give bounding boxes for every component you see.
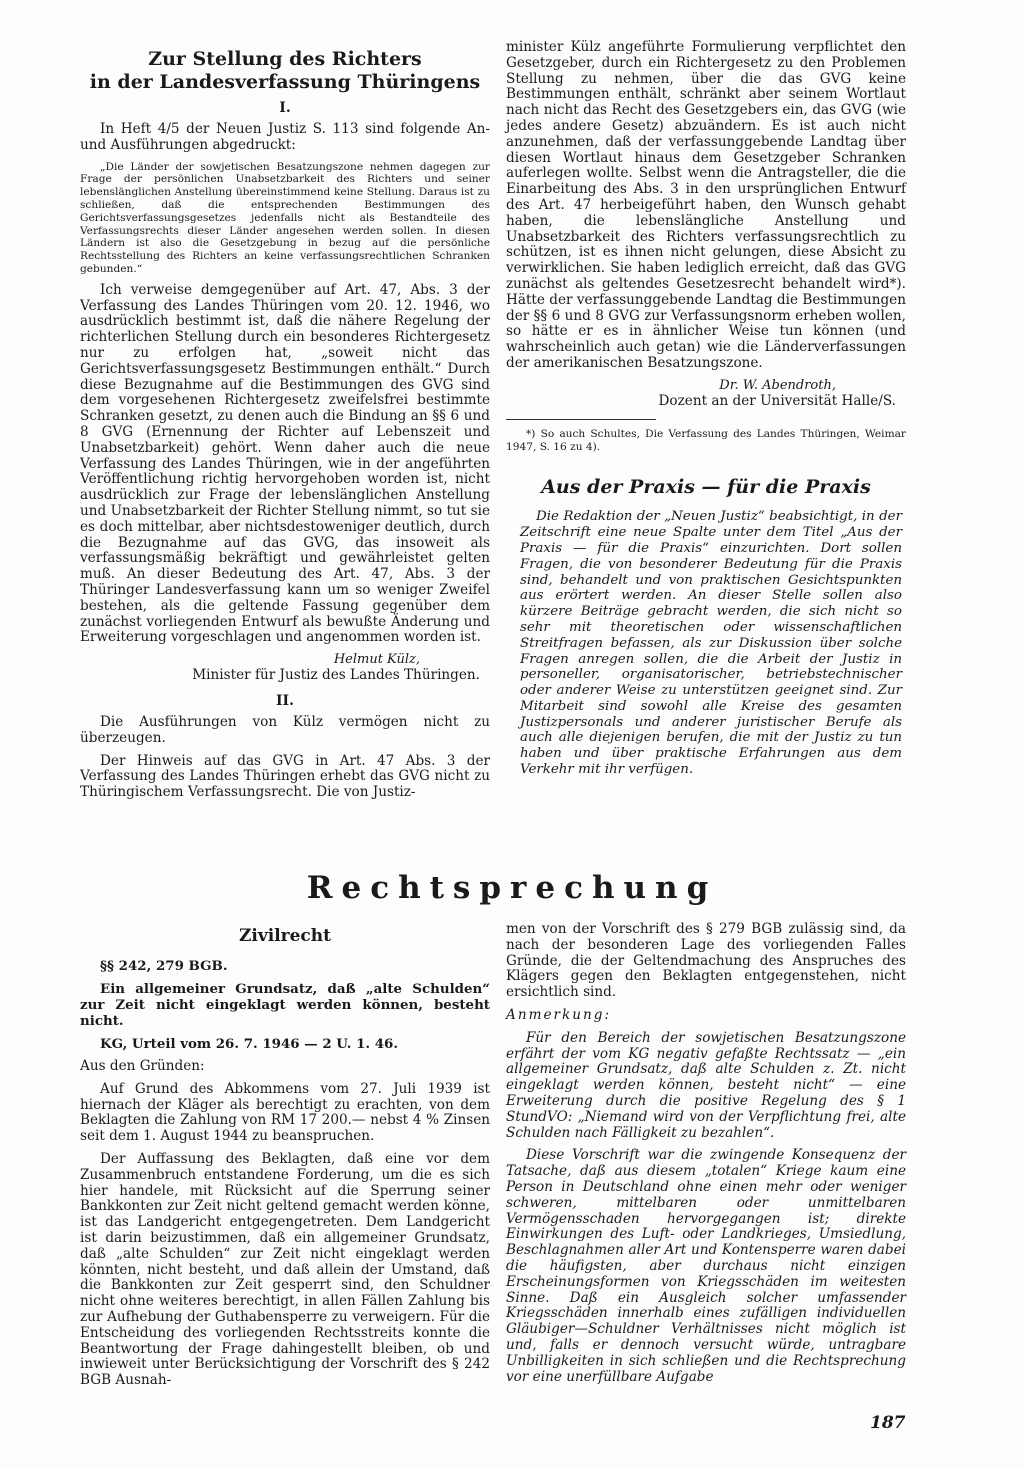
signature-role-kuelz: Minister für Justiz des Landes Thüringen. bbox=[192, 667, 480, 684]
kuelz-paragraph: Ich verweise demgegenüber auf Art. 47, Abs. 3 der Verfassung des Landes Thüringen vom 20. 12. 1946, wo ausdrücklich bestimmt ist, daß die nähere Regelung der richterlichen Stellung durch ein besonderes Richtergesetz nur zu erfolgen hat, „soweit nicht das Gerichtsverfassungsgesetz Bestimmungen enthält.“ Durch diese Bezugnahme auf die Bestimmungen des GVG sind dem vorgesehenen Richtergesetz zweifelsfrei bestimmte Schranken gesetzt, zu denen auch die Bindung an §§ 6 und 8 GVG (Ernennung der Richter auf Lebenszeit und Unabsetzbarkeit) gehört. Wenn daher auch die neue Verfassung des Landes Thüringen, wie in der angeführten Veröffentlichung richtig hervorgehoben worden ist, nicht ausdrücklich zur Frage der lebenslänglichen Anstellung und Unabsetzbarkeit der Richter Stellung nimmt, so tut sie es doch mittelbar, aber nichtsdestoweniger deutlich, durch die Bezugnahme auf das GVG, das insoweit als verfassungsmäßig bekräftigt und gewährleistet gelten muß. An dieser Bedeutung des Art. 47, Abs. 3 der Thüringer Landesverfassung kann um so weniger Zweifel bestehen, als die geltende Fassung gegenüber dem zunächst vorliegenden Entwurf als bewußte Änderung und Erweiterung vorgeschlagen und angenommen worden ist. bbox=[80, 281, 490, 646]
headnote: Ein allgemeiner Grundsatz, daß „alte Schulden“ zur Zeit nicht eingeklagt werden können, besteht nicht. bbox=[80, 981, 490, 1029]
reply-paragraph-1: Die Ausführungen von Külz vermögen nicht zu überzeugen. bbox=[80, 714, 490, 746]
reasons-paragraph-2-continued: men von der Vorschrift des § 279 BGB zulässig sind, da nach der besonderen Lage des vorliegenden Falles Gründe, die der Geltendmachung des Anspruches des Klägers gegen den Beklagten entgegenstehen, nicht ersichtlich sind. bbox=[506, 921, 906, 1001]
court-citation: KG, Urteil vom 26. 7. 1946 — 2 U. 1. 46. bbox=[100, 1036, 399, 1052]
reply-paragraph-2: Der Hinweis auf das GVG in Art. 47 Abs. 3 der Verfassung des Landes Thüringen erhebt das GVG nicht zu Thüringischem Verfassungsrecht. Die von Justiz- bbox=[80, 752, 490, 801]
annotation-paragraph-2: Diese Vorschrift war die zwingende Konsequenz der Tatsache, daß aus diesem „totalen“ Kriege kaum eine Person in Deutschland ohne einen mehr oder weniger schweren, mittelbaren oder unmittelbaren Vermögensschaden hervorgegangen ist; direkte Einwirkungen des Luft- oder Landkrieges, Umsiedlung, Beschlagnahmen aller Art und Kontensperre waren dabei die häufigsten, aber durchaus nicht einzigen Erscheinungsformen von Kriegsschäden im weitesten Sinne. Daß ein Ausgleich solcher umfassender Kriegsschäden innerhalb eines zufälligen individuellen Gläubiger—Schuldner Verhältnisses nicht möglich ist und, falls er dennoch versucht würde, untragbare Unbilligkeiten in sich schließen und die Rechtsprechung vor eine unerfüllbare Aufgabe bbox=[506, 1147, 906, 1385]
section-heading-rechtsprechung: Rechtsprechung bbox=[306, 870, 718, 906]
footnote: *) So auch Schultes, Die Verfassung des Landes Thüringen, Weimar 1947, S. 16 zu 4). bbox=[506, 427, 906, 453]
case-column-left bbox=[80, 922, 490, 1389]
intro-paragraph: In Heft 4/5 der Neuen Justiz S. 113 sind folgende An- und Ausführungen abgedruckt: bbox=[80, 121, 490, 153]
reasons-label: Aus den Gründen: bbox=[80, 1058, 205, 1074]
signature-name-kuelz: Helmut Külz, bbox=[333, 652, 420, 668]
annotation-label: Anmerkung: bbox=[506, 1006, 612, 1023]
signature-name-abendroth: Dr. W. Abendroth, bbox=[719, 377, 836, 393]
case-column-right bbox=[506, 922, 906, 1385]
section-number-ii: II. bbox=[276, 693, 294, 710]
statute-reference: §§ 242, 279 BGB. bbox=[100, 958, 228, 974]
reasons-paragraph-2: Der Auffassung des Beklagten, daß eine vor dem Zusammenbruch entstandene Forderung, um die es sich hier handele, mit Rücksicht auf die Sperrung seiner Bankkonten zur Zeit nicht geltend gemacht werden könne, ist das Landgericht entgegengetreten. Dem Landgericht ist darin beizustimmen, daß ein allgemeiner Grundsatz, daß „alte Schulden“ zur Zeit nicht eingeklagt werden könnten, nicht besteht, und daß allein der Umstand, daß die Bankkonten zur Zeit gesperrt sind, den Schuldner nicht ohne weiteres berechtigt, in allen Fällen Zahlung bis zur Aufhebung der Guthabensperre zu verweigern. Für die Entscheidung des vorliegenden Rechtsstreits konnte die Beantwortung der Frage dahingestellt bleiben, ob und inwieweit unter Berücksichtigung der Vorschrift des § 242 BGB Ausnah- bbox=[80, 1150, 490, 1389]
article-title: Zur Stellung des Richters in der Landesverfassung Thüringens bbox=[89, 48, 481, 93]
praxis-notice bbox=[506, 509, 906, 778]
quoted-passage: „Die Länder der sowjetischen Besatzungszone nehmen dagegen zur Frage der persönlichen Unabsetzbarkeit des Richters und seiner lebenslänglichen Anstellung übereinstimmend keine Stellung. Daraus ist zu schließen, daß die entsprechenden Bestimmungen des Gerichtsverfassungsgesetzes jedenfalls nicht als Bestandteile des Verfassungsrechts dieser Länder angesehen werden sollen. In diesen Ländern ist also die Gesetzgebung in bezug auf die persönliche Rechtsstellung des Richters an keine verfassungsrechtlichen Schranken gebunden.“ bbox=[80, 160, 490, 275]
reply-paragraph-2-continued: minister Külz angeführte Formulierung verpflichtet den Gesetzgeber, durch ein Richtergesetz zu den Problemen Stellung zu nehmen, über die das GVG keine Bestimmungen enthält, schränkt aber seinem Wortlaut nach nicht das Recht des Gesetzgebers ein, das GVG (wie jedes andere Gesetz) abzuändern. Es ist auch nicht anzunehmen, daß der verfassunggebende Landtag über diesen Wortlaut hinaus dem Gesetzgeber Schranken auferlegen wollte. Selbst wenn die Antragsteller, die die Einarbeitung des Abs. 3 in den ursprünglichen Entwurf des Art. 47 herbeigeführt haben, den Wunsch gehabt haben, die lebenslängliche Anstellung und Unabsetzbarkeit des Richters verfassungsrechtlich zu schützen, ist es ihnen nicht gelungen, diese Absicht zu verwirklichen. Sie haben lediglich erreicht, daß das GVG zunächst als geltendes Gesetzesrecht behandelt wird*). Hätte der verfassunggebende Landtag die Bestimmungen der §§ 6 und 8 GVG zur Verfassungsnorm erheben wollen, so hätte er es in ähnlicher Weise tun können (und wahrscheinlich auch getan) wie die Länderverfassungen der amerikanischen Besatzungszone. bbox=[506, 39, 906, 371]
article-column-left bbox=[80, 40, 490, 801]
article-column-right bbox=[506, 40, 906, 778]
subheading-zivilrecht: Zivilrecht bbox=[239, 926, 331, 946]
page-number: 187 bbox=[870, 1413, 906, 1433]
praxis-title: Aus der Praxis — für die Praxis bbox=[541, 476, 871, 499]
praxis-notice-text: Die Redaktion der „Neuen Justiz“ beabsichtigt, in der Zeitschrift eine neue Spalte unter dem Titel „Aus der Praxis — für die Praxis“ einzurichten. Dort sollen Fragen, die von besonderer Bedeutung für die Praxis sind, behandelt und von praktischen Gesichtspunkten aus erörtert werden. An dieser Stelle sollen also kürzere Beiträge gebracht werden, die sich nicht so sehr mit theoretischen oder wissenschaftlichen Streitfragen befassen, als zur Diskussion über solche Fragen anregen sollen, die die Arbeit der Justiz in personeller, organisatorischer, betriebstechnischer oder anderer Weise zu unterstützen geeignet sind. Zur Mitarbeit sind sowohl alle Kreise des gesamten Justizpersonals und anderer juristischer Berufe als auch alle diejenigen berufen, die mit der Justiz zu tun haben und über praktische Erfahrungen aus dem Verkehr mit ihr verfügen. bbox=[520, 509, 902, 778]
signature-role-abendroth: Dozent an der Universität Halle/S. bbox=[658, 392, 896, 409]
annotation-paragraph-1: Für den Bereich der sowjetischen Besatzungszone erfährt der vom KG negativ gefaßte Rechtssatz — „ein allgemeiner Grundsatz, daß alte Schulden z. Zt. nicht eingeklagt werden können, besteht nicht“ — eine Erweiterung durch die positive Regelung des § 1 StundVO: „Niemand wird von der Verpflichtung frei, alte Schulden nach Fälligkeit zu bezahlen“. bbox=[506, 1029, 906, 1141]
footnote-rule bbox=[506, 419, 656, 420]
reasons-paragraph-1: Auf Grund des Abkommens vom 27. Juli 1939 ist hiernach der Kläger als berechtigt zu erachten, von dem Beklagten die Zahlung von RM 17 200.— nebst 4 % Zinsen seit dem 1. August 1944 zu beanspruchen. bbox=[80, 1080, 490, 1145]
section-number-i: I. bbox=[279, 100, 291, 116]
